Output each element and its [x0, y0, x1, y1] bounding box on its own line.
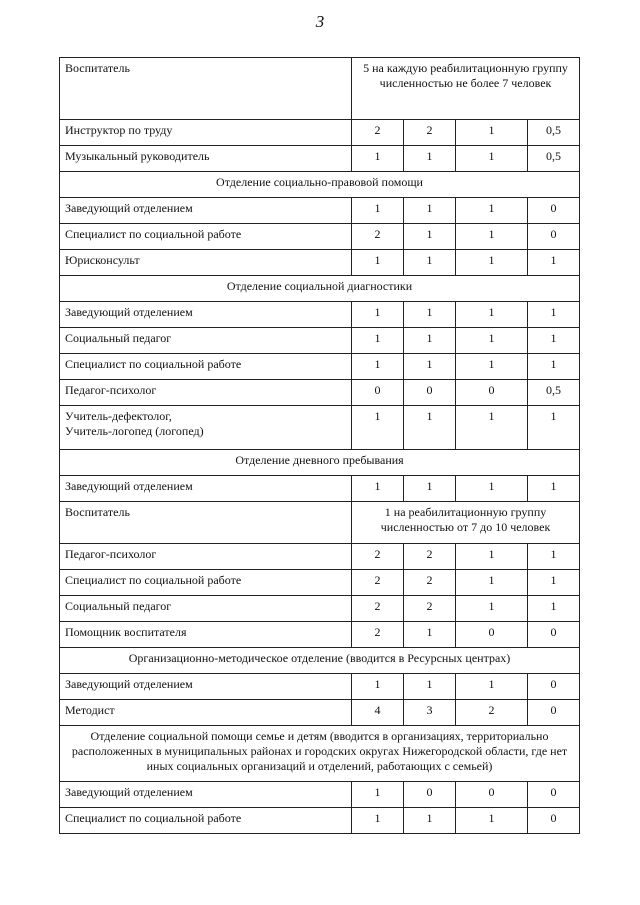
value-cell: 1	[404, 406, 456, 450]
value-cell: 1	[456, 808, 528, 834]
value-cell: 1	[404, 146, 456, 172]
value-cell: 1	[404, 328, 456, 354]
position-line: Учитель-дефектолог,	[65, 409, 172, 423]
table-row	[60, 120, 580, 146]
value-cell: 0	[528, 674, 580, 700]
table-row	[60, 596, 580, 622]
value-cell: 1	[404, 476, 456, 502]
table-row	[60, 544, 580, 570]
table-row	[60, 622, 580, 648]
value-cell: 1	[352, 808, 404, 834]
value-cell: 1	[456, 406, 528, 450]
value-cell: 1	[352, 328, 404, 354]
value-cell: 1	[404, 224, 456, 250]
section-row	[60, 648, 580, 674]
position-cell: Юрисконсульт	[60, 250, 352, 276]
position-cell: Педагог-психолог	[60, 380, 352, 406]
section-heading: Отделение социальной помощи семье и детям (вводится в организациях, территориально расположенных в муниципальных районах и городских округах Нижегородской области, где нет иных социальных организаций и отделений, работающих с семьей)	[60, 726, 580, 782]
table-row	[60, 58, 580, 120]
position-cell: Специалист по социальной работе	[60, 224, 352, 250]
value-cell: 1	[404, 354, 456, 380]
table-row	[60, 700, 580, 726]
position-cell: Помощник воспитателя	[60, 622, 352, 648]
value-cell: 1	[352, 302, 404, 328]
value-cell: 1	[456, 570, 528, 596]
value-cell: 1	[528, 596, 580, 622]
value-cell: 1	[456, 198, 528, 224]
value-cell: 0	[528, 622, 580, 648]
table-row	[60, 224, 580, 250]
staffing-note-cell: 5 на каждую реабилитационную группу численностью не более 7 человек	[352, 58, 580, 120]
value-cell: 1	[404, 622, 456, 648]
value-cell: 1	[528, 328, 580, 354]
table-row	[60, 146, 580, 172]
value-cell: 1	[456, 146, 528, 172]
value-cell: 1	[404, 198, 456, 224]
value-cell: 1	[456, 120, 528, 146]
table-row	[60, 674, 580, 700]
value-cell: 0	[528, 808, 580, 834]
table-row	[60, 328, 580, 354]
position-cell: Воспитатель	[60, 502, 352, 544]
value-cell: 2	[352, 596, 404, 622]
section-heading: Отделение социальной диагностики	[60, 276, 580, 302]
table-row	[60, 198, 580, 224]
position-cell: Методист	[60, 700, 352, 726]
section-heading: Отделение дневного пребывания	[60, 450, 580, 476]
value-cell: 2	[352, 570, 404, 596]
value-cell: 1	[352, 146, 404, 172]
value-cell: 0,5	[528, 120, 580, 146]
value-cell: 0,5	[528, 380, 580, 406]
value-cell: 0	[528, 700, 580, 726]
table-row	[60, 570, 580, 596]
section-row	[60, 726, 580, 782]
value-cell: 1	[528, 476, 580, 502]
value-cell: 1	[352, 476, 404, 502]
value-cell: 1	[528, 406, 580, 450]
value-cell: 0,5	[528, 146, 580, 172]
value-cell: 3	[404, 700, 456, 726]
table-row	[60, 808, 580, 834]
value-cell: 0	[528, 224, 580, 250]
value-cell: 1	[528, 570, 580, 596]
value-cell: 0	[404, 380, 456, 406]
value-cell: 0	[404, 782, 456, 808]
position-cell: Педагог-психолог	[60, 544, 352, 570]
value-cell: 0	[352, 380, 404, 406]
position-cell: Специалист по социальной работе	[60, 808, 352, 834]
value-cell: 1	[456, 544, 528, 570]
position-cell: Специалист по социальной работе	[60, 570, 352, 596]
position-cell: Заведующий отделением	[60, 302, 352, 328]
value-cell: 1	[352, 354, 404, 380]
value-cell: 2	[456, 700, 528, 726]
value-cell: 1	[456, 476, 528, 502]
table-row	[60, 502, 580, 544]
value-cell: 1	[456, 596, 528, 622]
value-cell: 1	[352, 674, 404, 700]
value-cell: 0	[528, 782, 580, 808]
value-cell: 2	[404, 570, 456, 596]
position-cell: Социальный педагог	[60, 328, 352, 354]
value-cell: 1	[404, 674, 456, 700]
table-row	[60, 250, 580, 276]
value-cell: 2	[404, 596, 456, 622]
position-cell: Воспитатель	[60, 58, 352, 120]
position-cell: Музыкальный руководитель	[60, 146, 352, 172]
table-row	[60, 354, 580, 380]
value-cell: 1	[528, 302, 580, 328]
value-cell: 0	[456, 380, 528, 406]
value-cell: 1	[352, 198, 404, 224]
table-row	[60, 406, 580, 450]
position-cell: Заведующий отделением	[60, 476, 352, 502]
table-row	[60, 302, 580, 328]
table-row	[60, 782, 580, 808]
position-line: Учитель-логопед (логопед)	[65, 424, 204, 438]
value-cell: 4	[352, 700, 404, 726]
value-cell: 1	[404, 302, 456, 328]
section-heading: Организационно-методическое отделение (вводится в Ресурсных центрах)	[60, 648, 580, 674]
section-heading: Отделение социально-правовой помощи	[60, 172, 580, 198]
value-cell: 1	[404, 250, 456, 276]
value-cell: 1	[404, 808, 456, 834]
value-cell: 1	[352, 782, 404, 808]
value-cell: 1	[456, 354, 528, 380]
value-cell: 2	[404, 120, 456, 146]
value-cell: 0	[456, 782, 528, 808]
section-row	[60, 276, 580, 302]
position-cell: Специалист по социальной работе	[60, 354, 352, 380]
value-cell: 1	[456, 250, 528, 276]
value-cell: 2	[404, 544, 456, 570]
position-cell: Заведующий отделением	[60, 782, 352, 808]
table-row	[60, 476, 580, 502]
section-row	[60, 172, 580, 198]
value-cell: 0	[456, 622, 528, 648]
value-cell: 1	[456, 302, 528, 328]
position-cell	[60, 406, 352, 450]
section-row	[60, 450, 580, 476]
position-cell: Социальный педагог	[60, 596, 352, 622]
value-cell: 2	[352, 544, 404, 570]
position-cell: Заведующий отделением	[60, 674, 352, 700]
value-cell: 1	[528, 544, 580, 570]
staffing-table	[59, 57, 580, 834]
position-cell: Инструктор по труду	[60, 120, 352, 146]
staffing-note-cell: 1 на реабилитационную группу численностью от 7 до 10 человек	[352, 502, 580, 544]
value-cell: 2	[352, 224, 404, 250]
value-cell: 2	[352, 120, 404, 146]
value-cell: 1	[528, 250, 580, 276]
value-cell: 1	[528, 354, 580, 380]
value-cell: 1	[456, 674, 528, 700]
page-number: 3	[315, 12, 325, 31]
value-cell: 1	[456, 328, 528, 354]
value-cell: 2	[352, 622, 404, 648]
value-cell: 0	[528, 198, 580, 224]
value-cell: 1	[456, 224, 528, 250]
table-row	[60, 380, 580, 406]
position-cell: Заведующий отделением	[60, 198, 352, 224]
value-cell: 1	[352, 250, 404, 276]
value-cell: 1	[352, 406, 404, 450]
